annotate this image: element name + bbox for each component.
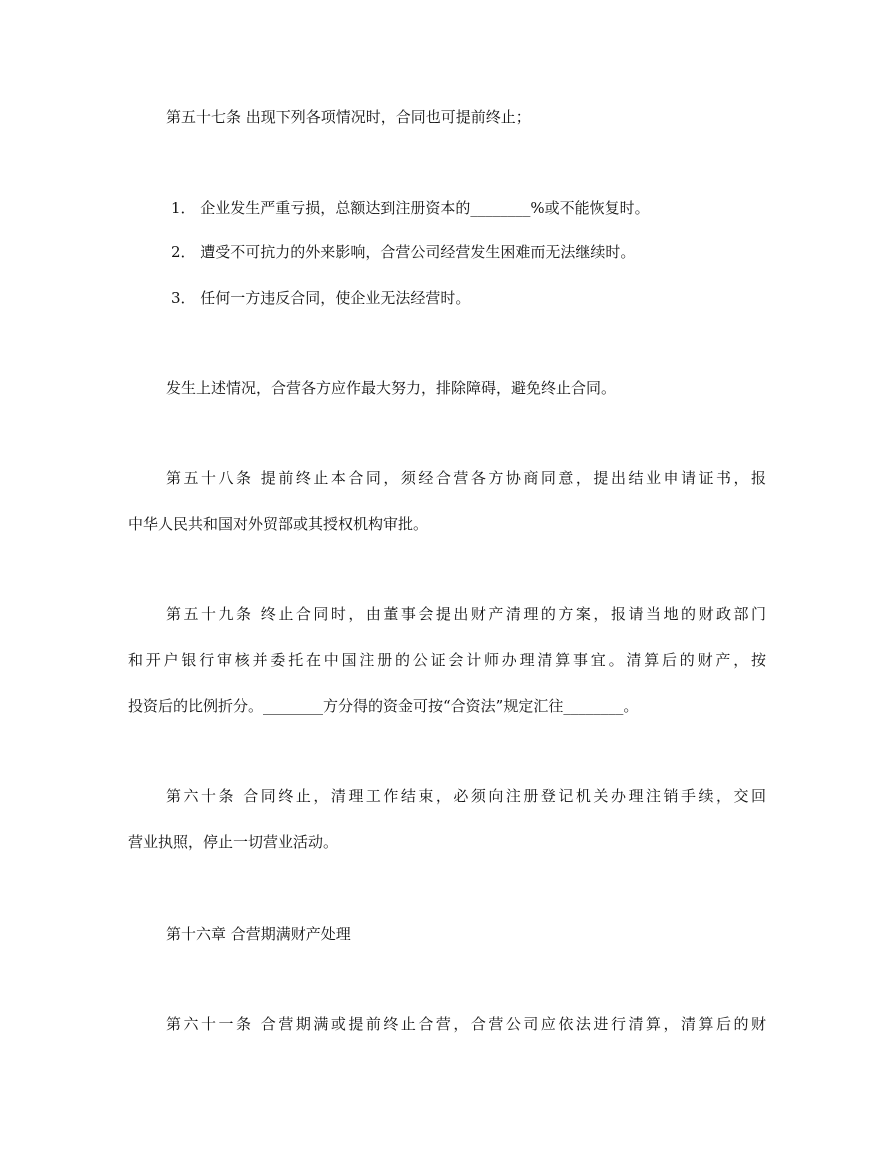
article-58-line-2: 中华人民共和国对外贸部或其授权机构审批。 <box>128 515 429 533</box>
article-59-line-2: 和开户银行审核并委托在中国注册的公证会计师办理清算事宜。清算后的财产，按 <box>128 651 766 669</box>
article-59-line-3: 投资后的比例折分。________方分得的资金可按“合资法”规定汇往________。 <box>128 697 639 715</box>
article-60-line-1: 第六十条 合同终止，清理工作结束，必须向注册登记机关办理注销手续，交回 <box>166 787 766 805</box>
article-61-line-1: 第六十一条 合营期满或提前终止合营，合营公司应依法进行清算，清算后的财 <box>166 1015 766 1033</box>
article-57-item-2: 2． 遭受不可抗力的外来影响，合营公司经营发生困难而无法继续时。 <box>171 243 636 261</box>
article-57-heading: 第五十七条 出现下列各项情况时，合同也可提前终止； <box>166 108 531 126</box>
article-59-line-1: 第五十九条 终止合同时，由董事会提出财产清理的方案，报请当地的财政部门 <box>166 605 766 623</box>
article-57-item-3: 3． 任何一方违反合同，使企业无法经营时。 <box>171 289 471 307</box>
article-60-line-2: 营业执照，停止一切营业活动。 <box>128 833 339 851</box>
article-58-line-1: 第五十八条 提前终止本合同，须经合营各方协商同意，提出结业申请证书，报 <box>166 469 766 487</box>
article-57-note: 发生上述情况，合营各方应作最大努力，排除障碍，避免终止合同。 <box>166 379 617 397</box>
chapter-16-title: 第十六章 合营期满财产处理 <box>166 925 351 943</box>
article-57-item-1: 1． 企业发生严重亏损，总额达到注册资本的________%或不能恢复时。 <box>171 199 650 217</box>
